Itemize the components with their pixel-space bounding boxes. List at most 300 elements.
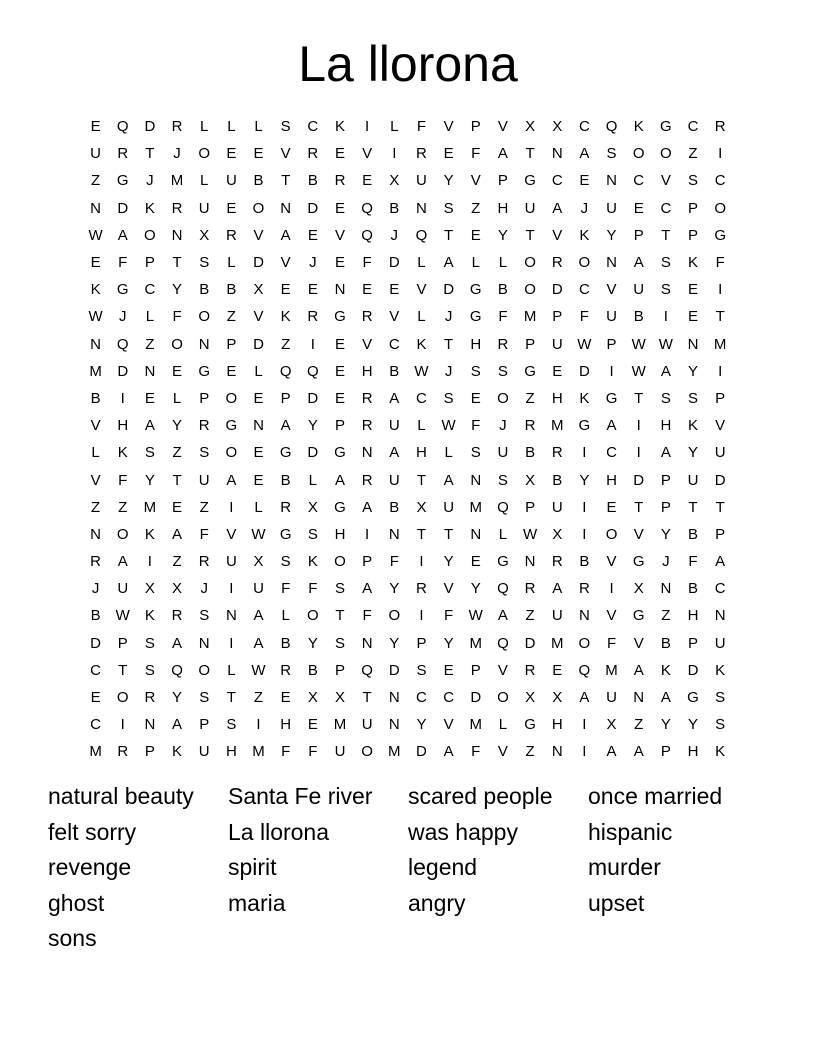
grid-letter: E: [334, 199, 345, 217]
grid-letter: M: [143, 498, 157, 516]
grid-letter: I: [147, 553, 152, 571]
word-list-item: upset: [588, 889, 645, 916]
grid-letter: B: [525, 444, 536, 462]
grid-letter: C: [714, 172, 726, 190]
grid-letter: J: [200, 580, 208, 598]
grid-letter: R: [90, 553, 101, 571]
letter-grid: [82, 113, 734, 766]
grid-letter: T: [525, 145, 535, 163]
grid-letter: K: [579, 389, 590, 407]
grid-letter: T: [715, 498, 725, 516]
grid-letter: E: [389, 281, 400, 299]
grid-letter: G: [469, 281, 482, 299]
grid-letter: K: [715, 661, 726, 679]
grid-letter: B: [660, 634, 671, 652]
grid-letter: E: [226, 362, 237, 380]
grid-letter: V: [90, 417, 101, 435]
grid-letter: M: [469, 634, 483, 652]
grid-letter: C: [714, 580, 726, 598]
grid-letter: W: [631, 362, 646, 380]
grid-letter: S: [715, 689, 726, 707]
grid-letter: A: [633, 743, 644, 761]
grid-letter: M: [550, 634, 564, 652]
grid-letter: B: [199, 281, 210, 299]
grid-letter: A: [443, 471, 454, 489]
grid-letter: P: [633, 226, 644, 244]
grid-letter: Y: [443, 172, 454, 190]
grid-letter: V: [443, 716, 454, 734]
grid-letter: U: [416, 172, 427, 190]
grid-letter: C: [416, 689, 427, 707]
grid-letter: A: [443, 743, 454, 761]
grid-letter: H: [687, 743, 699, 761]
grid-letter: U: [633, 281, 645, 299]
grid-letter: A: [117, 553, 128, 571]
grid-letter: G: [225, 417, 238, 435]
grid-letter: O: [116, 525, 129, 543]
grid-letter: I: [310, 335, 315, 353]
grid-letter: F: [308, 580, 318, 598]
grid-letter: Q: [578, 661, 591, 679]
grid-letter: E: [172, 498, 183, 516]
grid-letter: D: [307, 389, 319, 407]
grid-letter: Y: [660, 525, 671, 543]
grid-letter: G: [116, 281, 129, 299]
grid-letter: V: [606, 607, 617, 625]
grid-letter: A: [633, 661, 644, 679]
grid-letter: T: [715, 308, 725, 326]
grid-letter: J: [444, 308, 453, 326]
grid-letter: P: [660, 498, 671, 516]
grid-letter: P: [199, 389, 210, 407]
grid-letter: P: [144, 743, 155, 761]
grid-letter: V: [497, 661, 508, 679]
grid-letter: E: [307, 226, 318, 244]
grid-letter: E: [334, 145, 345, 163]
grid-letter: W: [631, 335, 646, 353]
grid-letter: J: [309, 254, 317, 272]
grid-row: [82, 140, 734, 167]
grid-letter: Y: [416, 716, 427, 734]
grid-letter: J: [662, 553, 670, 571]
grid-letter: B: [307, 172, 318, 190]
grid-letter: E: [552, 362, 563, 380]
grid-letter: N: [578, 607, 590, 625]
grid-letter: L: [145, 308, 155, 326]
grid-letter: D: [117, 362, 129, 380]
grid-letter: Z: [90, 172, 101, 190]
grid-letter: K: [579, 226, 590, 244]
grid-letter: U: [334, 743, 346, 761]
grid-letter: U: [198, 199, 210, 217]
grid-letter: B: [688, 580, 699, 598]
grid-letter: U: [551, 498, 563, 516]
grid-letter: A: [579, 145, 590, 163]
grid-letter: P: [552, 308, 563, 326]
grid-letter: H: [470, 335, 482, 353]
grid-letter: K: [715, 743, 726, 761]
grid-letter: I: [582, 444, 587, 462]
grid-letter: V: [443, 580, 454, 598]
grid-letter: Z: [145, 335, 155, 353]
grid-letter: U: [388, 471, 400, 489]
grid-letter: F: [199, 525, 209, 543]
grid-letter: I: [718, 362, 723, 380]
grid-letter: O: [198, 145, 211, 163]
grid-letter: V: [443, 118, 454, 136]
grid-letter: E: [334, 335, 345, 353]
grid-letter: T: [362, 689, 372, 707]
grid-letter: D: [90, 634, 101, 652]
grid-letter: U: [443, 498, 455, 516]
grid-letter: K: [280, 308, 291, 326]
word-list-item: angry: [408, 889, 466, 916]
grid-letter: A: [253, 607, 264, 625]
grid-letter: G: [714, 226, 726, 244]
grid-letter: R: [361, 417, 373, 435]
grid-letter: H: [416, 444, 427, 462]
grid-letter: Q: [279, 362, 292, 380]
grid-letter: N: [90, 335, 101, 353]
grid-letter: T: [444, 226, 454, 244]
grid-row: [82, 249, 734, 276]
grid-letter: S: [497, 471, 508, 489]
grid-letter: E: [226, 199, 237, 217]
grid-letter: O: [361, 743, 373, 761]
grid-letter: X: [525, 689, 536, 707]
grid-letter: D: [714, 471, 726, 489]
grid-letter: F: [172, 308, 182, 326]
grid-letter: A: [552, 580, 563, 598]
grid-letter: B: [226, 281, 237, 299]
grid-letter: R: [171, 199, 183, 217]
grid-letter: W: [251, 661, 266, 679]
grid-letter: N: [388, 525, 400, 543]
word-list-item: felt sorry: [48, 818, 137, 845]
grid-letter: N: [416, 199, 427, 217]
grid-letter: H: [606, 471, 617, 489]
grid-letter: M: [89, 362, 102, 380]
grid-letter: G: [469, 308, 482, 326]
grid-letter: R: [307, 145, 319, 163]
grid-letter: A: [660, 689, 671, 707]
grid-row: [82, 630, 734, 657]
grid-letter: R: [524, 661, 536, 679]
grid-letter: Y: [497, 226, 508, 244]
grid-letter: N: [606, 254, 617, 272]
grid-letter: K: [172, 743, 183, 761]
grid-letter: F: [471, 145, 481, 163]
grid-letter: F: [389, 553, 399, 571]
grid-letter: I: [582, 525, 587, 543]
grid-letter: O: [524, 281, 536, 299]
grid-letter: G: [497, 553, 509, 571]
grid-letter: U: [225, 553, 237, 571]
grid-letter: L: [498, 254, 508, 272]
grid-row: [82, 276, 734, 303]
grid-letter: U: [361, 716, 373, 734]
grid-letter: O: [306, 607, 319, 625]
grid-row: [82, 575, 734, 602]
grid-letter: W: [251, 525, 266, 543]
grid-letter: S: [715, 716, 726, 734]
grid-letter: L: [417, 308, 426, 326]
grid-letter: D: [388, 661, 400, 679]
grid-letter: K: [117, 444, 128, 462]
grid-letter: M: [605, 661, 618, 679]
grid-letter: I: [365, 118, 370, 136]
grid-letter: E: [253, 444, 264, 462]
grid-letter: B: [389, 362, 400, 380]
grid-letter: P: [280, 389, 291, 407]
grid-letter: M: [333, 716, 347, 734]
grid-letter: O: [497, 689, 509, 707]
grid-letter: Y: [443, 553, 454, 571]
grid-letter: X: [334, 689, 345, 707]
grid-letter: V: [497, 118, 508, 136]
grid-letter: D: [551, 281, 563, 299]
grid-letter: W: [468, 607, 483, 625]
grid-letter: F: [362, 607, 372, 625]
grid-letter: F: [362, 254, 372, 272]
grid-letter: K: [688, 417, 699, 435]
word-list-item: sons: [48, 925, 97, 952]
grid-letter: S: [199, 254, 210, 272]
grid-letter: L: [91, 444, 100, 462]
word-list-item: Santa Fe river: [228, 783, 373, 809]
grid-letter: A: [443, 254, 454, 272]
grid-letter: D: [633, 471, 645, 489]
grid-letter: H: [497, 199, 509, 217]
grid-letter: V: [470, 172, 481, 190]
grid-letter: E: [253, 145, 264, 163]
grid-letter: A: [579, 689, 590, 707]
grid-row: [82, 684, 734, 711]
grid-letter: K: [144, 199, 155, 217]
grid-letter: C: [90, 661, 101, 679]
grid-row: [82, 222, 734, 249]
grid-letter: R: [171, 118, 183, 136]
grid-letter: E: [552, 661, 563, 679]
grid-letter: E: [470, 226, 481, 244]
grid-letter: G: [660, 118, 672, 136]
grid-letter: P: [199, 716, 210, 734]
grid-letter: N: [551, 743, 563, 761]
grid-letter: O: [198, 661, 211, 679]
grid-letter: S: [470, 362, 481, 380]
grid-letter: Y: [307, 634, 318, 652]
grid-letter: A: [497, 145, 508, 163]
grid-letter: J: [146, 172, 154, 190]
grid-letter: E: [334, 362, 345, 380]
grid-row: [82, 738, 734, 765]
grid-letter: R: [714, 118, 726, 136]
grid-letter: P: [688, 199, 699, 217]
grid-letter: A: [660, 444, 671, 462]
grid-letter: V: [497, 743, 508, 761]
grid-row: [82, 711, 734, 738]
grid-letter: N: [606, 172, 617, 190]
grid-letter: V: [253, 226, 264, 244]
grid-letter: E: [90, 254, 101, 272]
grid-letter: R: [416, 145, 427, 163]
grid-letter: Y: [172, 417, 183, 435]
grid-letter: Z: [226, 308, 236, 326]
grid-letter: X: [307, 689, 318, 707]
grid-letter: T: [416, 525, 427, 543]
grid-letter: V: [633, 525, 644, 543]
grid-letter: P: [525, 498, 536, 516]
grid-letter: T: [281, 172, 291, 190]
grid-letter: N: [90, 525, 101, 543]
grid-letter: W: [88, 226, 103, 244]
grid-letter: X: [552, 118, 563, 136]
grid-letter: L: [200, 118, 209, 136]
grid-letter: T: [335, 607, 345, 625]
grid-letter: Y: [144, 471, 155, 489]
grid-letter: Q: [415, 226, 428, 244]
grid-letter: E: [579, 172, 590, 190]
grid-letter: I: [636, 417, 641, 435]
grid-letter: P: [688, 634, 699, 652]
grid-letter: W: [88, 308, 103, 326]
grid-letter: K: [307, 553, 318, 571]
grid-letter: Q: [361, 661, 373, 679]
grid-letter: Q: [171, 661, 183, 679]
grid-letter: I: [582, 498, 587, 516]
grid-letter: L: [200, 172, 209, 190]
grid-letter: Z: [688, 145, 698, 163]
grid-letter: G: [116, 172, 129, 190]
grid-letter: E: [226, 145, 237, 163]
grid-letter: V: [606, 281, 617, 299]
grid-letter: Z: [525, 389, 535, 407]
grid-letter: W: [522, 525, 538, 543]
grid-letter: U: [551, 607, 563, 625]
grid-letter: Z: [118, 498, 128, 516]
grid-letter: H: [280, 716, 292, 734]
grid-letter: F: [308, 743, 318, 761]
grid-letter: A: [633, 254, 644, 272]
grid-letter: Z: [661, 607, 671, 625]
grid-letter: Q: [116, 118, 129, 136]
grid-letter: Y: [579, 471, 590, 489]
grid-letter: A: [334, 471, 345, 489]
grid-letter: S: [199, 689, 210, 707]
grid-letter: S: [443, 199, 454, 217]
grid-letter: X: [606, 716, 617, 734]
grid-letter: R: [524, 580, 536, 598]
grid-letter: V: [280, 145, 291, 163]
grid-letter: X: [525, 118, 536, 136]
grid-letter: B: [552, 471, 563, 489]
grid-letter: L: [227, 254, 236, 272]
grid-letter: H: [361, 362, 373, 380]
grid-letter: D: [253, 335, 264, 353]
grid-letter: N: [198, 634, 210, 652]
grid-letter: W: [414, 362, 429, 380]
grid-letter: D: [687, 661, 699, 679]
grid-letter: V: [253, 308, 264, 326]
grid-letter: U: [606, 689, 617, 707]
grid-letter: U: [497, 444, 509, 462]
grid-letter: V: [416, 281, 427, 299]
word-list-item: natural beauty: [48, 783, 194, 809]
grid-letter: E: [253, 389, 264, 407]
grid-letter: Z: [634, 716, 644, 734]
grid-letter: S: [660, 254, 671, 272]
grid-letter: N: [687, 335, 699, 353]
grid-letter: M: [523, 308, 537, 326]
grid-letter: N: [660, 580, 672, 598]
grid-letter: V: [334, 226, 345, 244]
grid-letter: R: [225, 226, 237, 244]
grid-letter: G: [524, 362, 536, 380]
grid-letter: L: [390, 118, 399, 136]
grid-letter: I: [229, 580, 234, 598]
grid-letter: L: [498, 525, 508, 543]
grid-letter: R: [497, 335, 509, 353]
grid-letter: P: [334, 417, 345, 435]
grid-row: [82, 195, 734, 222]
grid-letter: A: [172, 634, 183, 652]
grid-letter: N: [714, 607, 726, 625]
grid-letter: L: [172, 389, 182, 407]
grid-letter: O: [578, 254, 591, 272]
grid-letter: E: [606, 498, 617, 516]
grid-letter: G: [279, 444, 292, 462]
grid-letter: N: [470, 471, 482, 489]
grid-letter: P: [144, 254, 155, 272]
grid-row: [82, 303, 734, 330]
grid-letter: T: [444, 525, 454, 543]
grid-letter: V: [660, 172, 671, 190]
grid-letter: B: [688, 525, 699, 543]
grid-letter: Z: [172, 444, 182, 462]
grid-letter: A: [172, 716, 183, 734]
grid-letter: P: [416, 634, 427, 652]
grid-letter: E: [470, 389, 481, 407]
grid-letter: L: [417, 417, 426, 435]
grid-letter: I: [365, 525, 370, 543]
grid-letter: H: [551, 389, 563, 407]
grid-letter: S: [144, 444, 155, 462]
grid-letter: P: [362, 553, 373, 571]
grid-letter: R: [551, 553, 563, 571]
grid-letter: E: [307, 281, 318, 299]
grid-letter: K: [416, 335, 427, 353]
grid-letter: P: [525, 335, 536, 353]
grid-letter: B: [579, 553, 590, 571]
grid-letter: I: [718, 145, 723, 163]
grid-letter: L: [254, 498, 263, 516]
grid-letter: X: [633, 580, 644, 598]
grid-letter: J: [118, 308, 127, 326]
grid-letter: F: [498, 308, 508, 326]
grid-letter: O: [198, 308, 211, 326]
grid-letter: O: [225, 389, 238, 407]
grid-letter: R: [171, 607, 183, 625]
grid-letter: T: [118, 661, 128, 679]
grid-letter: S: [199, 444, 210, 462]
grid-letter: B: [90, 607, 101, 625]
grid-letter: E: [688, 308, 699, 326]
grid-letter: O: [334, 553, 346, 571]
grid-letter: R: [551, 254, 563, 272]
grid-letter: R: [578, 580, 590, 598]
grid-letter: S: [688, 389, 699, 407]
grid-letter: L: [444, 444, 453, 462]
